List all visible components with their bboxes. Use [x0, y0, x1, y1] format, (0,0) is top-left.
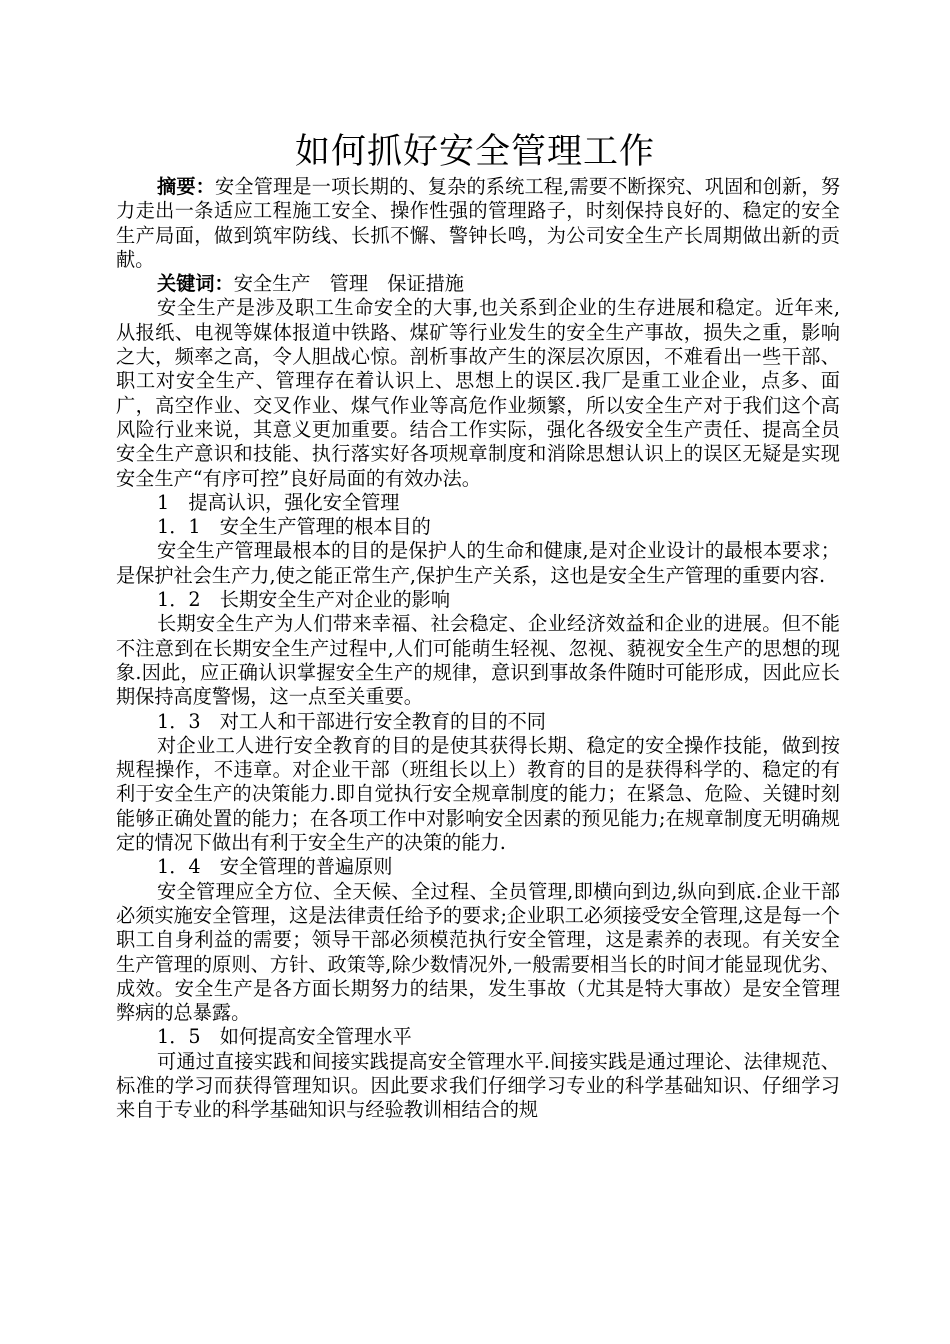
- subsection-heading: 1．1 安全生产管理的根本目的: [157, 515, 431, 539]
- section-heading: 1 提高认识，强化安全管理: [157, 490, 400, 514]
- subsection-paragraph: 安全生产管理最根本的目的是保护人的生命和健康,是对企业设计的最根本要求；是保护社会生产力,使之能正常生产,保护生产关系，这也是安全生产管理的重要内容.: [116, 539, 840, 587]
- keywords-paragraph: [116, 272, 840, 296]
- subsection-paragraph: 可通过直接实践和间接实践提高安全管理水平.间接实践是通过理论、法律规范、标准的学习而获得管理知识。因此要求我们仔细学习专业的科学基础知识、仔细学习来自于专业的科学基础知识与经验教训相结合的规: [116, 1049, 840, 1122]
- keywords-label: 关键词：: [157, 272, 234, 296]
- abstract-text: 安全管理是一项长期的、复杂的系统工程,需要不断探究、巩固和创新，努力走出一条适应工程施工安全、操作性强的管理路子，时刻保持良好的、稳定的安全生产局面，做到筑牢防线、长抓不懈、警钟长鸣，为公司安全生产长周期做出新的贡献。: [116, 175, 841, 271]
- subsection-heading: 1．3 对工人和干部进行安全教育的目的不同: [157, 709, 546, 733]
- subsection-heading: 1．5 如何提高安全管理水平: [157, 1025, 412, 1049]
- subsection-paragraph: 长期安全生产为人们带来幸福、社会稳定、企业经济效益和企业的进展。但不能不注意到在长期安全生产过程中,人们可能萌生轻视、忽视、藐视安全生产的思想的现象.因此，应正确认识掌握安全生产的规律，意识到事故条件随时可能形成，因此应长期保持高度警惕，这一点至关重要。: [116, 612, 840, 709]
- intro-paragraph: 安全生产是涉及职工生命安全的大事,也关系到企业的生存进展和稳定。近年来,从报纸、电视等媒体报道中铁路、煤矿等行业发生的安全生产事故，损失之重，影响之大，频率之高，令人胆战心惊。剖析事故产生的深层次原因，不难看出一些干部、职工对安全生产、管理存在着认识上、思想上的误区.我厂是重工业企业，点多、面广，高空作业、交叉作业、煤气作业等高危作业频繁，所以安全生产对于我们这个高风险行业来说，其意义更加重要。结合工作实际，强化各级安全生产责任、提高全员安全生产意识和技能、执行落实好各项规章制度和消除思想认识上的误区无疑是实现安全生产“有序可控”良好局面的有效办法。: [116, 296, 840, 490]
- abstract-label: 摘要：: [157, 175, 216, 198]
- document-body: [116, 175, 840, 1123]
- document-title: 如何抓好安全管理工作: [294, 132, 655, 172]
- subsection-heading: 1．2 长期安全生产对企业的影响: [157, 588, 451, 612]
- abstract-paragraph: [116, 175, 840, 272]
- subsection-paragraph: 安全管理应全方位、全天候、全过程、全员管理,即横向到边,纵向到底.企业干部必须实施安全管理，这是法律责任给予的要求;企业职工必须接受安全管理,这是每一个职工自身利益的需要；领导干部必须模范执行安全管理，这是素养的表现。有关安全生产管理的原则、方针、政策等,除少数情况外,一般需要相当长的时间才能显现优劣、成效。安全生产是各方面长期努力的结果，发生事故（尤其是特大事故）是安全管理弊病的总暴露。: [116, 879, 840, 1025]
- keywords-text: 安全生产 管理 保证措施: [233, 272, 464, 296]
- subsection-paragraph: 对企业工人进行安全教育的目的是使其获得长期、稳定的安全操作技能，做到按规程操作，不违章。对企业干部（班组长以上）教育的目的是获得科学的、稳定的有利于安全生产的决策能力.即自觉执行安全规章制度的能力；在紧急、危险、关键时刻能够正确处置的能力；在各项工作中对影响安全因素的预见能力;在规章制度无明确规定的情况下做出有利于安全生产的决策的能力.: [116, 733, 840, 855]
- subsection-heading: 1．4 安全管理的普遍原则: [157, 855, 393, 879]
